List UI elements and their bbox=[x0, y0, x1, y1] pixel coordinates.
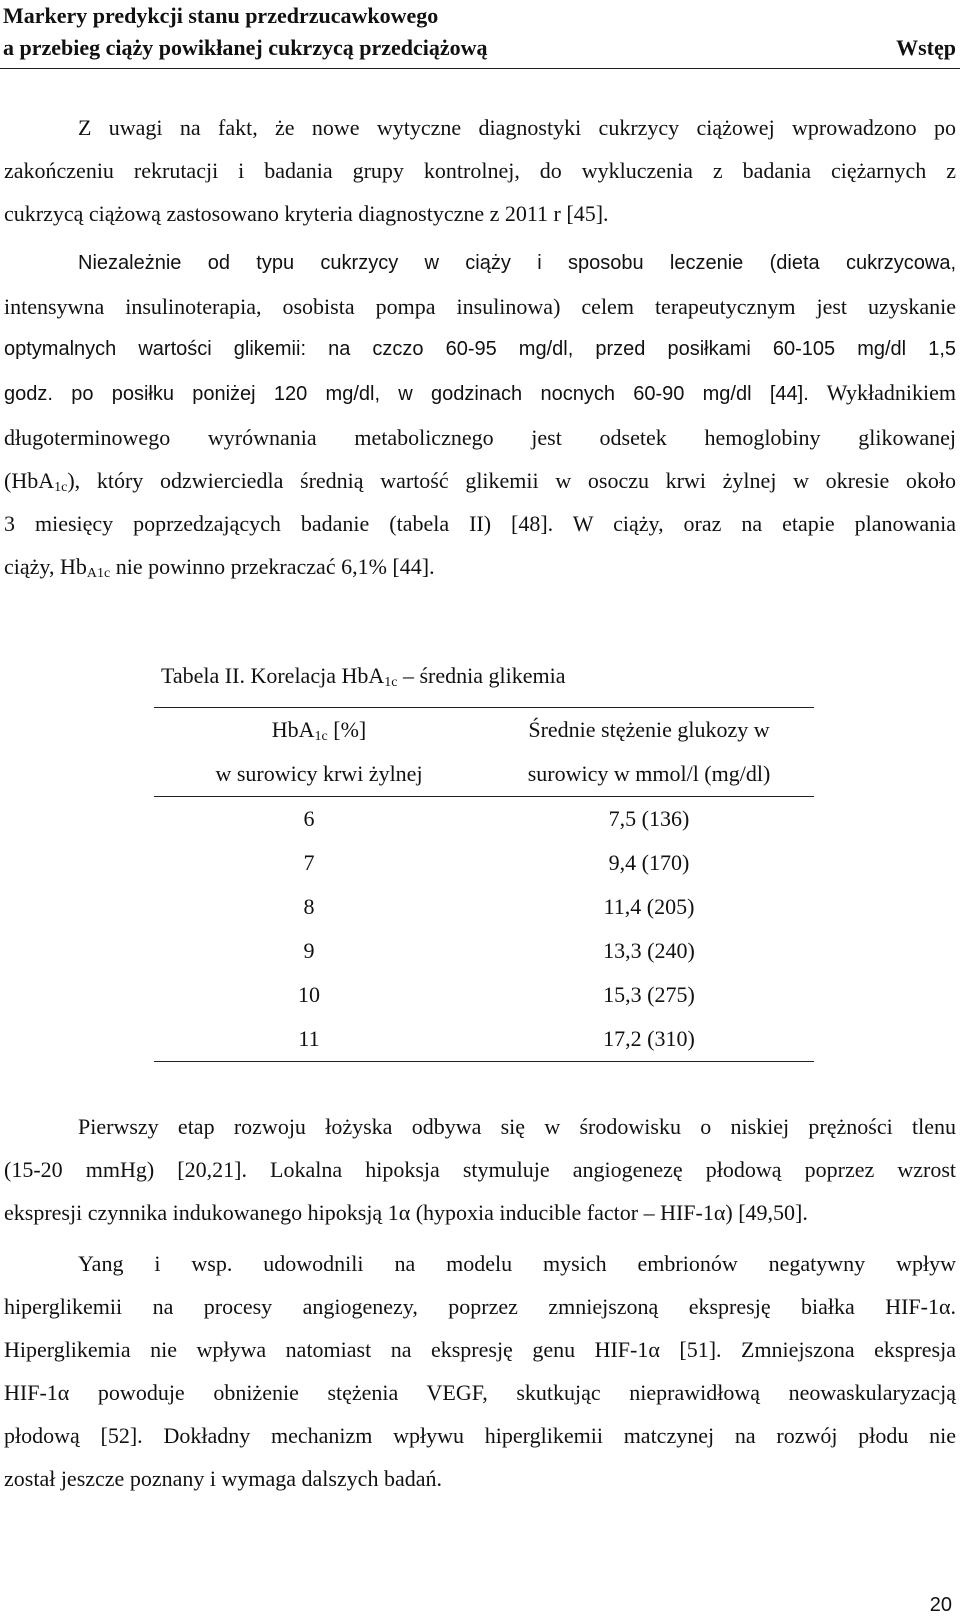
header-title bbox=[3, 0, 488, 64]
p1-line: Z uwagi na fakt, że nowe wytyczne diagnostyki cukrzycy ciążowej wprowadzono po bbox=[78, 115, 956, 140]
col2-header-line1: Średnie stężenie glukozy w bbox=[484, 708, 814, 753]
p2-l8-a: ciąży, Hb bbox=[4, 554, 87, 579]
h1-sub: 1c bbox=[314, 729, 328, 744]
header-title-line1: Markery predykcji stanu przedrzucawkowego bbox=[3, 3, 439, 28]
p3-line: Pierwszy etap rozwoju łożyska odbywa się w środowisku o niskiej prężności tlenu bbox=[78, 1114, 956, 1139]
paragraph-1 bbox=[4, 106, 956, 235]
p2-line: intensywna insulinoterapia, osobista pompa insulinowa) celem terapeutycznym jest uzyskanie bbox=[4, 294, 956, 319]
p4-line: hiperglikemii na procesy angiogenezy, poprzez zmniejszoną ekspresję białka HIF-1α. bbox=[4, 1294, 956, 1319]
hba1c-cell: 11 bbox=[154, 1017, 484, 1062]
glucose-cell: 17,2 (310) bbox=[484, 1017, 814, 1062]
p3-line: ekspresji czynnika indukowanego hipoksją 1α (hypoxia inducible factor – HIF-1α) [49,50]. bbox=[4, 1200, 808, 1225]
p2-l4-serif: Wykładnikiem bbox=[808, 380, 956, 405]
p1-line: cukrzycą ciążową zastosowano kryteria diagnostyczne z 2011 r [45]. bbox=[4, 201, 609, 226]
glucose-cell: 11,4 (205) bbox=[603, 894, 695, 919]
h1-b: [%] bbox=[327, 717, 367, 742]
h1-a: HbA bbox=[271, 717, 315, 742]
glucose-cell: 9,4 (170) bbox=[608, 850, 690, 875]
table-row bbox=[154, 885, 814, 929]
glucose-table bbox=[154, 707, 814, 1062]
hba1c-cell: 7 bbox=[303, 850, 315, 875]
caption-sub: 1c bbox=[384, 675, 398, 690]
paragraph-4 bbox=[4, 1242, 956, 1500]
table-header-row bbox=[154, 752, 814, 797]
p4-line: Yang i wsp. udowodnili na modelu mysich embrionów negatywny wpływ bbox=[78, 1251, 956, 1276]
p1-line: zakończeniu rekrutacji i badania grupy kontrolnej, do wykluczenia z badania ciężarnych z bbox=[4, 158, 956, 183]
p2-l6-a: (HbA bbox=[4, 468, 55, 493]
p2-line: Niezależnie od typu cukrzycy w ciąży i sposobu leczenie (dieta cukrzycowa, bbox=[78, 252, 956, 274]
hba1c-cell: 8 bbox=[303, 894, 315, 919]
col2-header-line2: surowicy w mmol/l (mg/dl) bbox=[484, 752, 814, 797]
page-number: 20 bbox=[929, 1594, 952, 1616]
header-title-line2: a przebieg ciąży powikłanej cukrzycą przedciążową bbox=[3, 35, 488, 60]
caption-b: – średnia glikemia bbox=[397, 663, 566, 688]
p2-line bbox=[4, 545, 956, 588]
hba1c-cell: 9 bbox=[303, 938, 315, 963]
p4-line: HIF-1α powoduje obniżenie stężenia VEGF, skutkując nieprawidłową neowaskularyzacją bbox=[4, 1380, 956, 1405]
table-header-row bbox=[154, 708, 814, 753]
p2-line: długoterminowego wyrównania metabolicznego jest odsetek hemoglobiny glikowanej bbox=[4, 425, 956, 450]
col1-header-line1 bbox=[154, 708, 484, 753]
p4-line: płodową [52]. Dokładny mechanizm wpływu hiperglikemii matczynej na rozwój płodu nie bbox=[4, 1423, 956, 1448]
table-row bbox=[154, 797, 814, 842]
p2-l6-sub: 1c bbox=[54, 480, 68, 495]
p2-l8-sub: A1c bbox=[86, 566, 111, 581]
glucose-cell: 13,3 (240) bbox=[603, 938, 695, 963]
running-header bbox=[0, 0, 960, 69]
header-section: Wstęp bbox=[896, 35, 956, 60]
p2-l4-sans: godz. po posiłku poniżej 120 mg/dl, w godzinach nocnych 60-90 mg/dl [44]. bbox=[4, 383, 809, 405]
p2-l8-b: nie powinno przekraczać 6,1% [44]. bbox=[110, 554, 435, 579]
col1-header-line2: w surowicy krwi żylnej bbox=[154, 752, 484, 797]
p4-line: został jeszcze poznany i wymaga dalszych badań. bbox=[4, 1466, 442, 1491]
table-row bbox=[154, 1017, 814, 1062]
p2-line: 3 miesięcy poprzedzających badanie (tabela II) [48]. W ciąży, oraz na etapie planowania bbox=[4, 511, 956, 536]
table-row bbox=[154, 973, 814, 1017]
p2-line: optymalnych wartości glikemii: na czczo 60-95 mg/dl, przed posiłkami 60-105 mg/dl 1,5 bbox=[4, 338, 956, 360]
p3-line: (15-20 mmHg) [20,21]. Lokalna hipoksja stymuluje angiogenezę płodową poprzez wzrost bbox=[4, 1157, 956, 1182]
p4-line: Hiperglikemia nie wpływa natomiast na ekspresję genu HIF-1α [51]. Zmniejszona ekspresja bbox=[4, 1337, 956, 1362]
table-caption bbox=[161, 663, 565, 689]
table-row bbox=[154, 841, 814, 885]
p2-line bbox=[4, 371, 956, 416]
paragraph-3 bbox=[4, 1105, 956, 1234]
hba1c-cell: 6 bbox=[303, 806, 315, 831]
hba1c-cell: 10 bbox=[298, 982, 320, 1007]
glucose-cell: 15,3 (275) bbox=[603, 982, 695, 1007]
caption-a: Tabela II. Korelacja HbA bbox=[161, 663, 385, 688]
table-row bbox=[154, 929, 814, 973]
paragraph-2 bbox=[4, 242, 956, 588]
p2-line bbox=[4, 459, 956, 502]
p2-l6-b: ), który odzwierciedla średnią wartość glikemii w osoczu krwi żylnej w okresie około bbox=[67, 468, 956, 493]
glucose-cell: 7,5 (136) bbox=[608, 806, 690, 831]
